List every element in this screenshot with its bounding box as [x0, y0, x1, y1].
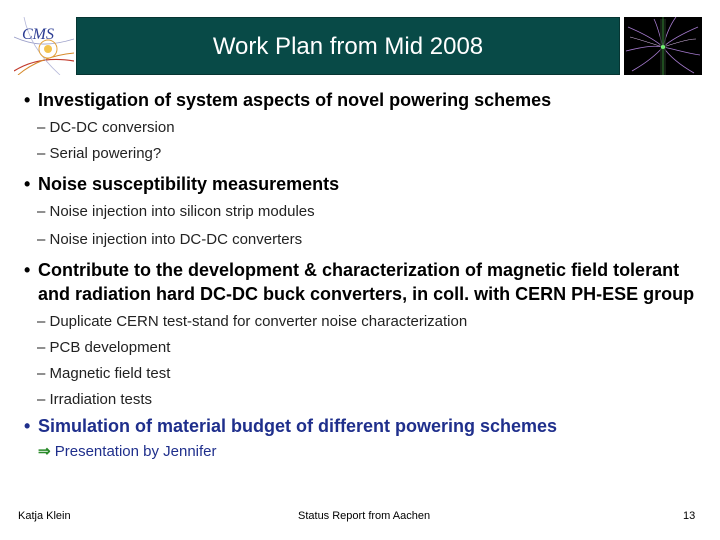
- bullet-item: [24, 88, 714, 112]
- bullet-text: Investigation of system aspects of novel powering schemes: [38, 90, 552, 110]
- sub-item: – Magnetic field test: [37, 365, 171, 382]
- bullet-text: Contribute to the development & characterization of magnetic field tolerant and radiation hard DC-DC buck converters, in coll. with CERN PH-ESE group: [38, 260, 695, 304]
- sub-item: – PCB development: [37, 339, 171, 356]
- bullet-dot: •: [24, 416, 31, 436]
- bullet-item: [24, 172, 714, 196]
- sub-item: – Serial powering?: [37, 145, 162, 162]
- footer-page-number: 13: [683, 510, 696, 522]
- sub-item: – Noise injection into DC-DC converters: [37, 231, 303, 248]
- implies-arrow-icon: ⇒: [38, 443, 51, 460]
- bullet-text: Noise susceptibility measurements: [38, 174, 340, 194]
- footer-center: Status Report from Aachen: [298, 510, 431, 522]
- footer-author: Katja Klein: [18, 510, 71, 522]
- cms-logo-text: CMS: [22, 26, 54, 43]
- bullet-text: Simulation of material budget of different powering schemes: [38, 416, 558, 436]
- presentation-note: [24, 443, 714, 461]
- bullet-dot: •: [24, 260, 31, 280]
- bullet-dot: •: [24, 90, 31, 110]
- title-bar: [76, 17, 620, 75]
- cms-logo-icon: [14, 17, 74, 75]
- bullet-dot: •: [24, 174, 31, 194]
- sub-item: – DC-DC conversion: [37, 119, 175, 136]
- bullet-list: [24, 88, 714, 461]
- sub-item: – Noise injection into silicon strip modules: [37, 203, 315, 220]
- note-text: Presentation by Jennifer: [54, 443, 217, 460]
- bullet-item: [24, 258, 714, 306]
- sub-item: – Duplicate CERN test-stand for converter noise characterization: [37, 313, 468, 330]
- sub-item: – Irradiation tests: [37, 391, 153, 408]
- bullet-item: [24, 414, 714, 438]
- particle-event-display-icon: [624, 17, 702, 75]
- slide-title: Work Plan from Mid 2008: [212, 33, 484, 60]
